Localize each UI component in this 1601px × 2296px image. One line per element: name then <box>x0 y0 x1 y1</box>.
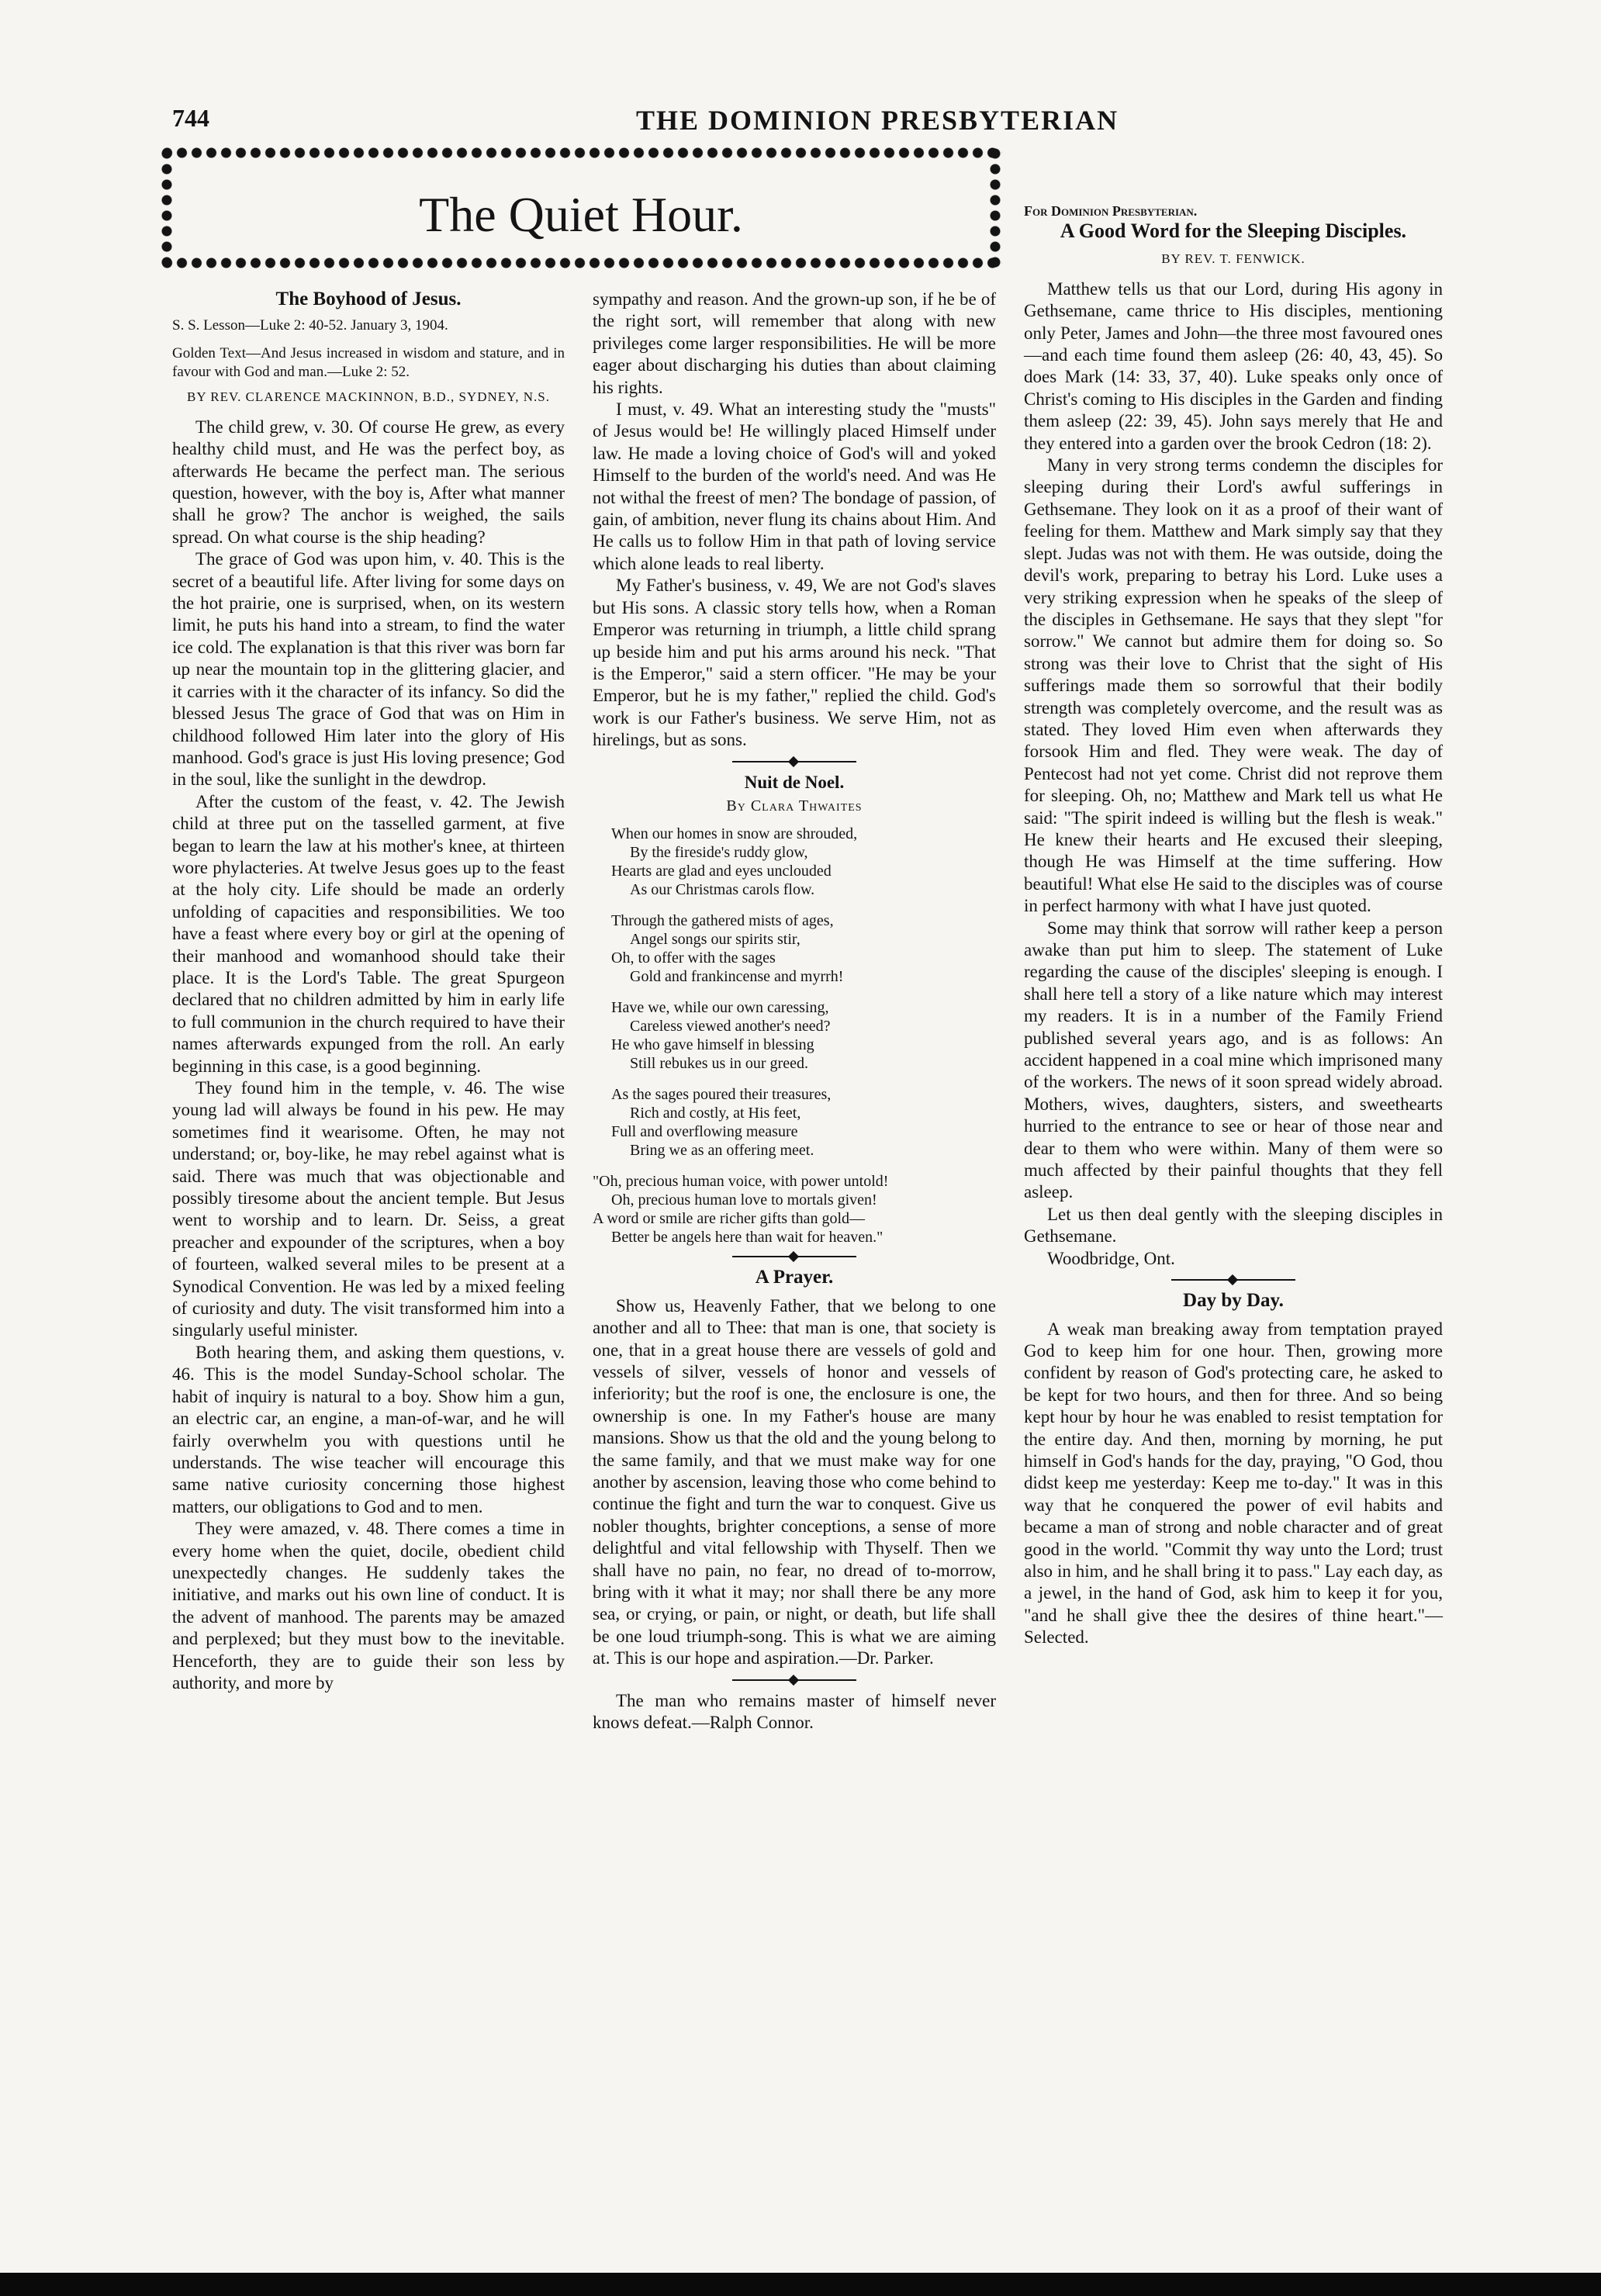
quote-line: Better be angels here than wait for heaven." <box>611 1229 883 1247</box>
prayer-title: A Prayer. <box>755 1267 834 1288</box>
paragraph: Many in very strong terms condemn the disciples for sleeping during their Lord's awful sufferings in Gethsemane. They look on it as a proof of their want of feeling for them. Matthew and Mark simply say that they slept. Judas was not with them. He was outside, doing the devil's work, preparing to betray his Lord. Luke uses a very striking expression when he speaks of the sleep of the disciples in Gethsemane. He says that they slept "for sorrow." We cannot but admire them for doing so. So strong was their love to Christ that the sight of His sufferings made them so sorrowful that their bodily strength was completely overcome, and the result was as stated. They loved Him even when afterwards they forsook Him and fled. They were weak. The day of Pentecost had not yet come. Christ did not reprove them for sleeping. Oh, no; Matthew and Mark tell us what He said: "The spirit indeed is willing but the flesh is weak." He knew their hearts and He excused their sleeping, though He was Himself at the time suffering. How beautiful! What else He said to the disciples was of course in perfect harmony with what I have just quoted. <box>1024 455 1443 916</box>
paragraph: My Father's business, v. 49, We are not God's slaves but His sons. A classic story tells how, when a Roman Emperor was returning in triumph, a little child sprang up beside him and put his arms around his neck. "That is the Emperor," said a stern officer. "He may be your Emperor, but he is my father," replied the child. God's work is our Father's business. We serve Him, not as hirelings, but as sons. <box>593 576 996 750</box>
page-number: 744 <box>172 104 209 132</box>
poem-line: He who gave himself in blessing <box>611 1036 814 1054</box>
quiet-hour-banner <box>160 146 1002 270</box>
scan-edge <box>0 2273 1601 2296</box>
poem-author: By Clara Thwaites <box>726 797 863 814</box>
poem-line: As the sages poured their treasures, <box>611 1086 832 1104</box>
lesson-reference: S. S. Lesson—Luke 2: 40-52. January 3, 1904. <box>172 317 448 334</box>
page-header <box>0 104 1601 150</box>
poem-line: Oh, to offer with the sages <box>611 949 776 967</box>
article-title-sleeping-disciples: A Good Word for the Sleeping Disciples. <box>1060 220 1407 242</box>
poem-stanza <box>611 825 996 899</box>
section-divider <box>1171 1279 1295 1281</box>
poem-line: When our homes in snow are shrouded, <box>611 825 858 843</box>
poem-stanza <box>611 998 996 1073</box>
golden-text: Golden Text—And Jesus increased in wisdom and stature, and in favour with God and man.—Luke 2: 52. <box>172 345 565 381</box>
column-1 <box>172 289 565 1694</box>
paragraph: Some may think that sorrow will rather keep a person awake than put him to sleep. The statement of Luke regarding the cause of the disciples' sleeping is enough. I shall here tell a story of a like nature which may interest my readers. It is in a number of the Family Friend published several years ago, and is as follows: An accident happened in a coal mine which imprisoned many of the workers. The news of it soon spread widely abroad. Mothers, wives, daughters, sisters, and sweethearts hurried to the entrance to see or hear of those near and dear to them who were within. Many of them were so much affected by their painful thoughts that they fell asleep. <box>1024 918 1443 1202</box>
paragraph: I must, v. 49. What an interesting study the "musts" of Jesus would be! He willingly placed Himself under law. He made a loving choice of God's will and yoked Himself to the burden of the world's need. And was He not withal the freest of men? The bondage of passion, of gain, of ambition, never flung its chains about Him. And He calls us to follow Him in that path of loving service which alone leads to real liberty. <box>593 399 996 573</box>
paragraph: Let us then deal gently with the sleeping disciples in Gethsemane. <box>1024 1204 1443 1247</box>
poem-stanza <box>611 911 996 986</box>
quote-line: "Oh, precious human voice, with power untold! <box>593 1173 889 1191</box>
poem <box>611 825 996 1160</box>
poem-line: As our Christmas carols flow. <box>630 881 815 899</box>
poem-line: Rich and costly, at His feet, <box>630 1105 801 1122</box>
banner-border-top <box>160 146 1002 160</box>
poem-line: Gold and frankincense and myrrh! <box>630 968 844 986</box>
banner-border-bottom <box>160 256 1002 270</box>
column-2 <box>593 289 996 1734</box>
final-quote: The man who remains master of himself never knows defeat.—Ralph Connor. <box>593 1690 996 1733</box>
masthead: THE DOMINION PRESBYTERIAN <box>636 105 1119 136</box>
poem-line: Hearts are glad and eyes unclouded <box>611 863 832 880</box>
paragraph: sympathy and reason. And the grown-up son, if he be of the right sort, will remember that along with new privileges come larger responsibilities. He will be more eager about discharging his duties than about claiming his rights. <box>593 289 996 397</box>
quote-line: A word or smile are richer gifts than gold— <box>593 1210 866 1228</box>
poem-line: Careless viewed another's need? <box>630 1018 831 1036</box>
poem-line: Still rebukes us in our greed. <box>630 1055 808 1073</box>
paragraph: Both hearing them, and asking them questions, v. 46. This is the model Sunday-School scholar. The habit of inquiry is natural to a boy. Show him a gun, an electric car, an engine, a man-of-war, and he will fairly overwhelm you with questions until he understands. The wise teacher will encourage this same native curiosity concerning those highest matters, our obligations to God and to men. <box>172 1342 565 1516</box>
paragraph: Matthew tells us that our Lord, during His agony in Gethsemane, came thrice to His disciples, mentioning only Peter, James and John—the three most favoured ones—and each time found them asleep (26: 40, 43, 45). So does Mark (14: 33, 37, 40). Luke speaks only once of Christ's coming to His disciples in the Garden and finding them asleep (22: 39, 45). John says merely that He and they entered into a garden over the brook Cedron (18: 2). <box>1024 278 1443 453</box>
day-by-day-text: A weak man breaking away from temptation prayed God to keep him for one hour. Then, growing more confident by reason of God's protecting care, he asked to be kept for two hours, and then for three. And so being kept hour by hour he was enabled to resist temptation for the entire day. And then, morning by morning, he put himself in God's hands for the day, praying, "O God, thou didst keep me yesterday: Keep me to-day." It was in this way that he conquered the power of evil habits and became a man of strong and noble character and of great good in the world. "Commit thy way unto the Lord; trust also in him, and he shall bring it to pass." Lay each day, as a jewel, in the hand of God, ask him to keep it for you, "and he shall give thee the desires of thine heart."—Selected. <box>1024 1319 1443 1648</box>
poem-line: Bring we as an offering meet. <box>630 1142 814 1160</box>
poem-line: Through the gathered mists of ages, <box>611 912 834 930</box>
poem-line: Angel songs our spirits stir, <box>630 931 800 949</box>
poem-line: By the fireside's ruddy glow, <box>630 844 808 862</box>
quote-line: Oh, precious human love to mortals given! <box>611 1191 877 1209</box>
column-3 <box>1024 202 1443 1649</box>
kicker: For Dominion Presbyterian. <box>1024 203 1198 219</box>
paragraph: The grace of God was upon him, v. 40. This is the secret of a beautiful life. After living for some days on the hot prairie, one is surprised, when, on its western limit, he puts his hand into a stream, to find the water ice cold. The explanation is that this river was born far up near the mountain top in the glittering glacier, and it carries with it the character of its infancy. So did the blessed Jesus The grace of God that was on Him in childhood followed Him later into the glory of His manhood. God's grace is just His loving presence; God in the soul, like the sunlight in the dewdrop. <box>172 549 565 790</box>
closing-quote <box>593 1172 996 1247</box>
day-by-day-title: Day by Day. <box>1183 1290 1284 1312</box>
poem-line: Have we, while our own caressing, <box>611 999 829 1017</box>
paragraph: They were amazed, v. 48. There comes a time in every home when the quiet, docile, obedient child unexpectedly changes. He suddenly takes the initiative, and marks out his own line of conduct. It is the advent of manhood. The parents may be amazed and perplexed; but they must bow to the inevitable. Henceforth, they are to guide their son less by authority, and more by <box>172 1519 565 1693</box>
byline-fenwick: BY REV. T. FENWICK. <box>1161 251 1305 267</box>
section-divider <box>732 1256 856 1257</box>
section-divider <box>732 1679 856 1681</box>
poem-line: Full and overflowing measure <box>611 1123 798 1141</box>
paragraph: The child grew, v. 30. Of course He grew, as every healthy child must, and He was the perfect boy, as afterwards He became the perfect man. The serious question, however, with the boy is, After what manner shall he grow? The anchor is weighed, the sails spread. On what course is the ship heading? <box>172 417 565 547</box>
byline-mackinnon: BY REV. CLARENCE MACKINNON, B.D., SYDNEY, N.S. <box>187 389 550 405</box>
article-title-boyhood: The Boyhood of Jesus. <box>275 289 462 309</box>
poem-title: Nuit de Noel. <box>744 772 845 792</box>
prayer-text: Show us, Heavenly Father, that we belong to one another and all to Thee: that man is one, that society is one, that in a great house there are vessels of gold and vessels of silver, vessels of honor and vessels of inferiority; but the roof is one, the enclosure is one, the ownership is one. In my Father's house are many mansions. Show us that the old and the young belong to the same family, and that we must make way for one another by ascension, leaving those who come behind to continue the fight and turn the war to conquest. Give us nobler thoughts, brighter conceptions, a sense of more delightful and vital fellowship with Thyself. Then we shall have no pain, no fear, no dread of to-morrow, bring with it what it may; nor shall there be any more sea, or crying, or pain, or night, or death, but life shall be one loud triumph-song. This is what we are aiming at. This is our hope and aspiration.—Dr. Parker. <box>593 1295 996 1668</box>
poem-stanza <box>611 1085 996 1160</box>
section-divider <box>732 761 856 762</box>
signoff: Woodbridge, Ont. <box>1047 1248 1175 1268</box>
paragraph: They found him in the temple, v. 46. The wise young lad will always be found in his pew. He may sometimes find it wearisome. Often, he may not understand; or, boy-like, he may rebel against what is said. There was much that was objectionable and possibly tiresome about the ancient temple. But Jesus went to worship and to learn. Dr. Seiss, a great preacher and expounder of the scriptures, when a boy of fourteen, walked several miles to be present at a Synodical Convention. He was led by a mixed feeling of curiosity and duty. The visit transformed him into a singularly useful minister. <box>172 1078 565 1340</box>
banner-title: The Quiet Hour. <box>419 187 743 242</box>
paragraph: After the custom of the feast, v. 42. The Jewish child at three put on the tasselled garment, at five began to learn the law at his mother's knee, at thirteen wore phylacteries. At twelve Jesus goes up to the feast at the holy city. Life should be made an orderly unfolding of capacities and responsibilities. We too have a feast where every boy or girl at the opening of their manhood and womanhood should take their place. It is the Lord's Table. The great Spurgeon declared that no children admitted by him in early life to full communion in the church required to have their names afterwards expunged from the roll. An early beginning in this case, is a good beginning. <box>172 791 565 1076</box>
